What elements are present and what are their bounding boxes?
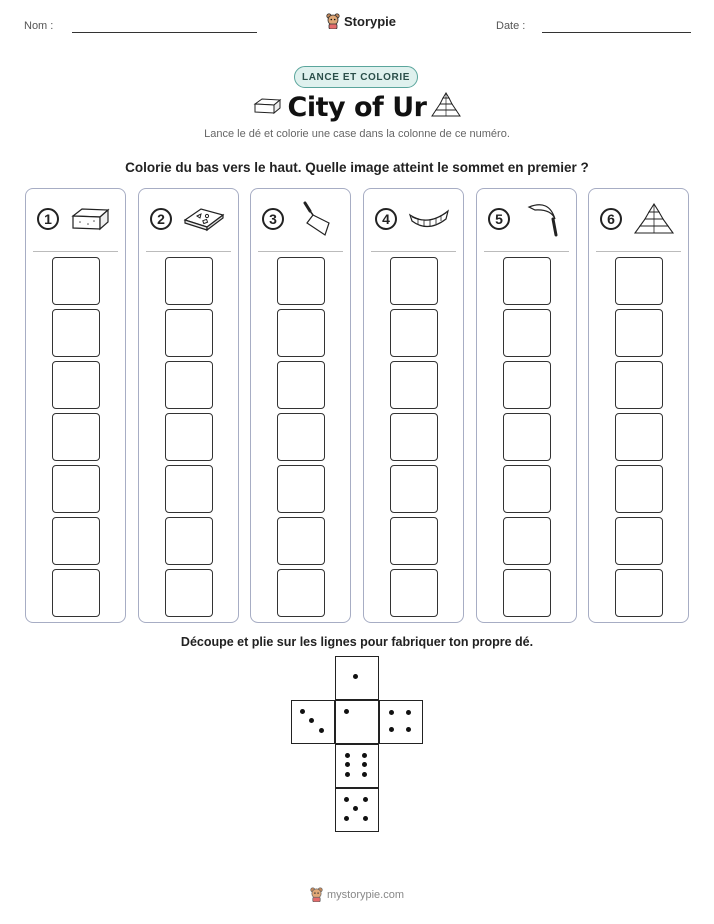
die-pip [362,762,367,767]
die-pip [300,709,305,714]
color-cell[interactable] [390,569,438,617]
footer [0,887,714,902]
color-cell[interactable] [277,517,325,565]
column-4 [363,188,464,623]
bear-mascot-icon [326,13,340,29]
activity-badge: LANCE ET COLORIE [294,66,418,88]
column-1 [25,188,126,623]
die-pip [353,806,358,811]
die-face-center [335,700,379,744]
die-pip [345,753,350,758]
color-cell[interactable] [52,569,100,617]
subtitle: Lance le dé et colorie une case dans la colonne de ce numéro. [204,128,510,140]
color-cell[interactable] [165,465,213,513]
color-cell[interactable] [503,413,551,461]
column-number: 5 [488,208,510,230]
die-pip [389,727,394,732]
color-cell[interactable] [390,257,438,305]
color-cell[interactable] [390,413,438,461]
color-cell[interactable] [165,309,213,357]
color-cell[interactable] [277,309,325,357]
color-cell[interactable] [165,257,213,305]
color-cell[interactable] [52,413,100,461]
brand-logo [326,13,396,29]
die-pip [344,797,349,802]
die-pip [363,816,368,821]
column-2 [138,188,239,623]
color-cell[interactable] [390,465,438,513]
column-5 [476,188,577,623]
die-pip [362,753,367,758]
color-cell[interactable] [165,517,213,565]
color-cell[interactable] [503,517,551,565]
column-number: 3 [262,208,284,230]
die-pip [344,709,349,714]
color-cell[interactable] [615,361,663,409]
date-label: Date : [496,20,526,32]
die-face-right [379,700,423,744]
color-cell[interactable] [52,517,100,565]
column-divider [596,251,681,252]
ziggurat-icon [430,92,462,123]
color-cell[interactable] [165,569,213,617]
die-pip [389,710,394,715]
color-cell[interactable] [52,257,100,305]
column-number: 2 [150,208,172,230]
die-face-left [291,700,335,744]
column-3 [250,188,351,623]
column-divider [146,251,231,252]
ziggurat-icon [633,201,675,237]
die-pip [345,762,350,767]
die-face-lower [335,744,379,788]
color-cell[interactable] [390,309,438,357]
color-cell[interactable] [615,413,663,461]
color-cell[interactable] [615,465,663,513]
color-cell[interactable] [277,465,325,513]
name-label: Nom : [24,20,54,32]
color-cell[interactable] [277,413,325,461]
reed-boat-icon [408,201,450,237]
color-cell[interactable] [615,569,663,617]
bear-mascot-icon [310,887,323,902]
die-pip [309,718,314,723]
color-cell[interactable] [390,361,438,409]
page-title: City of Ur [287,92,427,123]
trowel-icon [295,201,337,237]
name-line[interactable] [72,32,257,33]
color-cell[interactable] [503,569,551,617]
sickle-icon [521,201,563,237]
die-pip [345,772,350,777]
column-number: 4 [375,208,397,230]
date-line[interactable] [542,32,691,33]
die-pip [406,727,411,732]
column-divider [258,251,343,252]
brand-name: Storypie [344,13,397,29]
color-cell[interactable] [503,309,551,357]
die-pip [319,728,324,733]
color-cell[interactable] [165,361,213,409]
color-cell[interactable] [52,361,100,409]
clay-tablet-icon [183,201,225,237]
column-divider [33,251,118,252]
column-divider [371,251,456,252]
color-cell[interactable] [503,465,551,513]
instruction-text: Colorie du bas vers le haut. Quelle image atteint le sommet en premier ? [125,160,589,175]
color-cell[interactable] [615,517,663,565]
color-cell[interactable] [277,569,325,617]
die-face-bottom [335,788,379,832]
column-number: 6 [600,208,622,230]
color-cell[interactable] [277,257,325,305]
column-number: 1 [37,208,59,230]
color-cell[interactable] [503,361,551,409]
color-cell[interactable] [52,309,100,357]
die-pip [353,674,358,679]
color-cell[interactable] [615,309,663,357]
die-pip [362,772,367,777]
column-divider [484,251,569,252]
footer-site[interactable]: mystorypie.com [326,888,405,901]
color-cell[interactable] [165,413,213,461]
color-cell[interactable] [52,465,100,513]
color-cell[interactable] [615,257,663,305]
die-face-top [335,656,379,700]
die-pip [406,710,411,715]
die-pip [363,797,368,802]
color-cell[interactable] [390,517,438,565]
color-cell[interactable] [277,361,325,409]
die-instruction: Découpe et plie sur les lignes pour fabriquer ton propre dé. [180,635,534,649]
color-cell[interactable] [503,257,551,305]
brick-icon [70,201,112,237]
die-pip [344,816,349,821]
column-6 [588,188,689,623]
